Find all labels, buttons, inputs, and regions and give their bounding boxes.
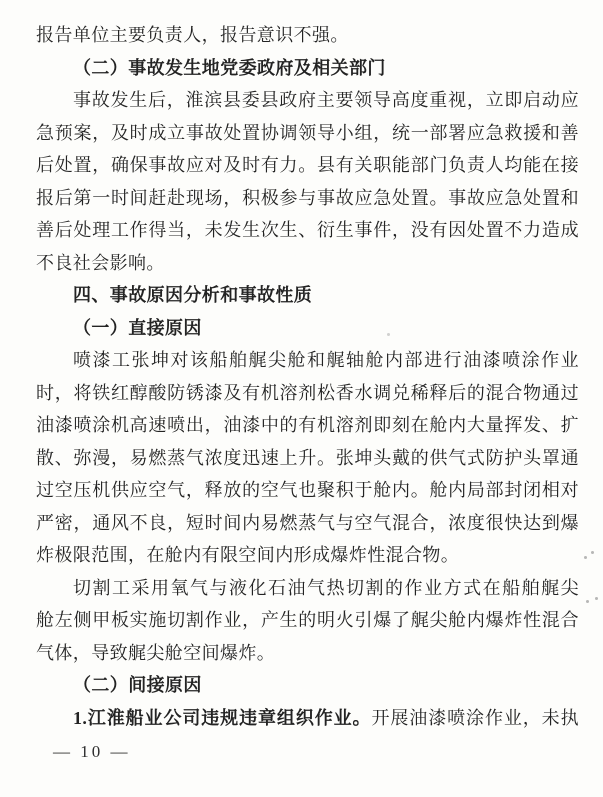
scan-artifact	[591, 551, 594, 554]
body-line: 严密，通风不良，短时间内易燃蒸气与空气混合，浓度很快达到爆	[36, 512, 579, 533]
cause-item-lead: 1.江淮船业公司违规违章组织作业。	[73, 707, 372, 728]
body-line: 报告单位主要负责人，报告意识不强。	[36, 25, 349, 45]
heading-level1: 四、事故原因分析和事故性质	[73, 285, 313, 305]
heading-level3: （一）直接原因	[73, 317, 202, 338]
body-text: 开展油漆喷涂作业，未执	[371, 707, 579, 728]
body-line: 急预案，及时成立事故处置协调领导小组，统一部署应急救援和善	[36, 122, 579, 143]
body-line: 后处置，确保事故应对及时有力。县有关职能部门负责人均能在接	[36, 155, 579, 175]
body-line: 过空压机供应空气，释放的空气也聚积于舱内。舱内局部封闭相对	[36, 480, 579, 500]
body-line: 报后第一时间赶赴现场，积极参与事故应急处置。事故应急处置和	[36, 187, 579, 208]
scan-artifact	[595, 597, 598, 600]
heading-level2: （二）事故发生地党委政府及相关部门	[73, 57, 386, 78]
body-line: 不良社会影响。	[36, 252, 165, 273]
body-line: 炸极限范围，在舱内有限空间内形成爆炸性混合物。	[36, 545, 460, 565]
scan-artifact	[387, 333, 390, 336]
document-body	[36, 19, 579, 734]
body-line: 切割工采用氧气与液化石油气热切割的作业方式在船舶艉尖	[73, 577, 579, 598]
body-line: 事故发生后，淮滨县委县政府主要领导高度重视，立即启动应	[73, 90, 579, 110]
scan-artifact	[584, 556, 587, 559]
scan-artifact	[586, 600, 589, 603]
body-line: 气体，导致艉尖舱空间爆炸。	[36, 642, 276, 663]
body-line: 喷漆工张坤对该船舶艉尖舱和艉轴舱内部进行油漆喷涂作业	[73, 350, 579, 370]
body-line: 善后处理工作得当，未发生次生、衍生事件，没有因处置不力造成	[36, 220, 579, 240]
heading-level3: （二）间接原因	[73, 675, 202, 695]
body-line: 舱左侧甲板实施切割作业，产生的明火引爆了艉尖舱内爆炸性混合	[36, 610, 579, 630]
body-line: 油漆喷涂机高速喷出，油漆中的有机溶剂即刻在舱内大量挥发、扩	[36, 415, 579, 435]
body-line	[36, 702, 579, 735]
body-line: 时，将铁红醇酸防锈漆及有机溶剂松香水调兑稀释后的混合物通过	[36, 382, 579, 403]
body-line: 散、弥漫，易燃蒸气浓度迅速上升。张坤头戴的供气式防护头罩通	[36, 447, 579, 468]
page-number: — 10 —	[53, 742, 131, 761]
